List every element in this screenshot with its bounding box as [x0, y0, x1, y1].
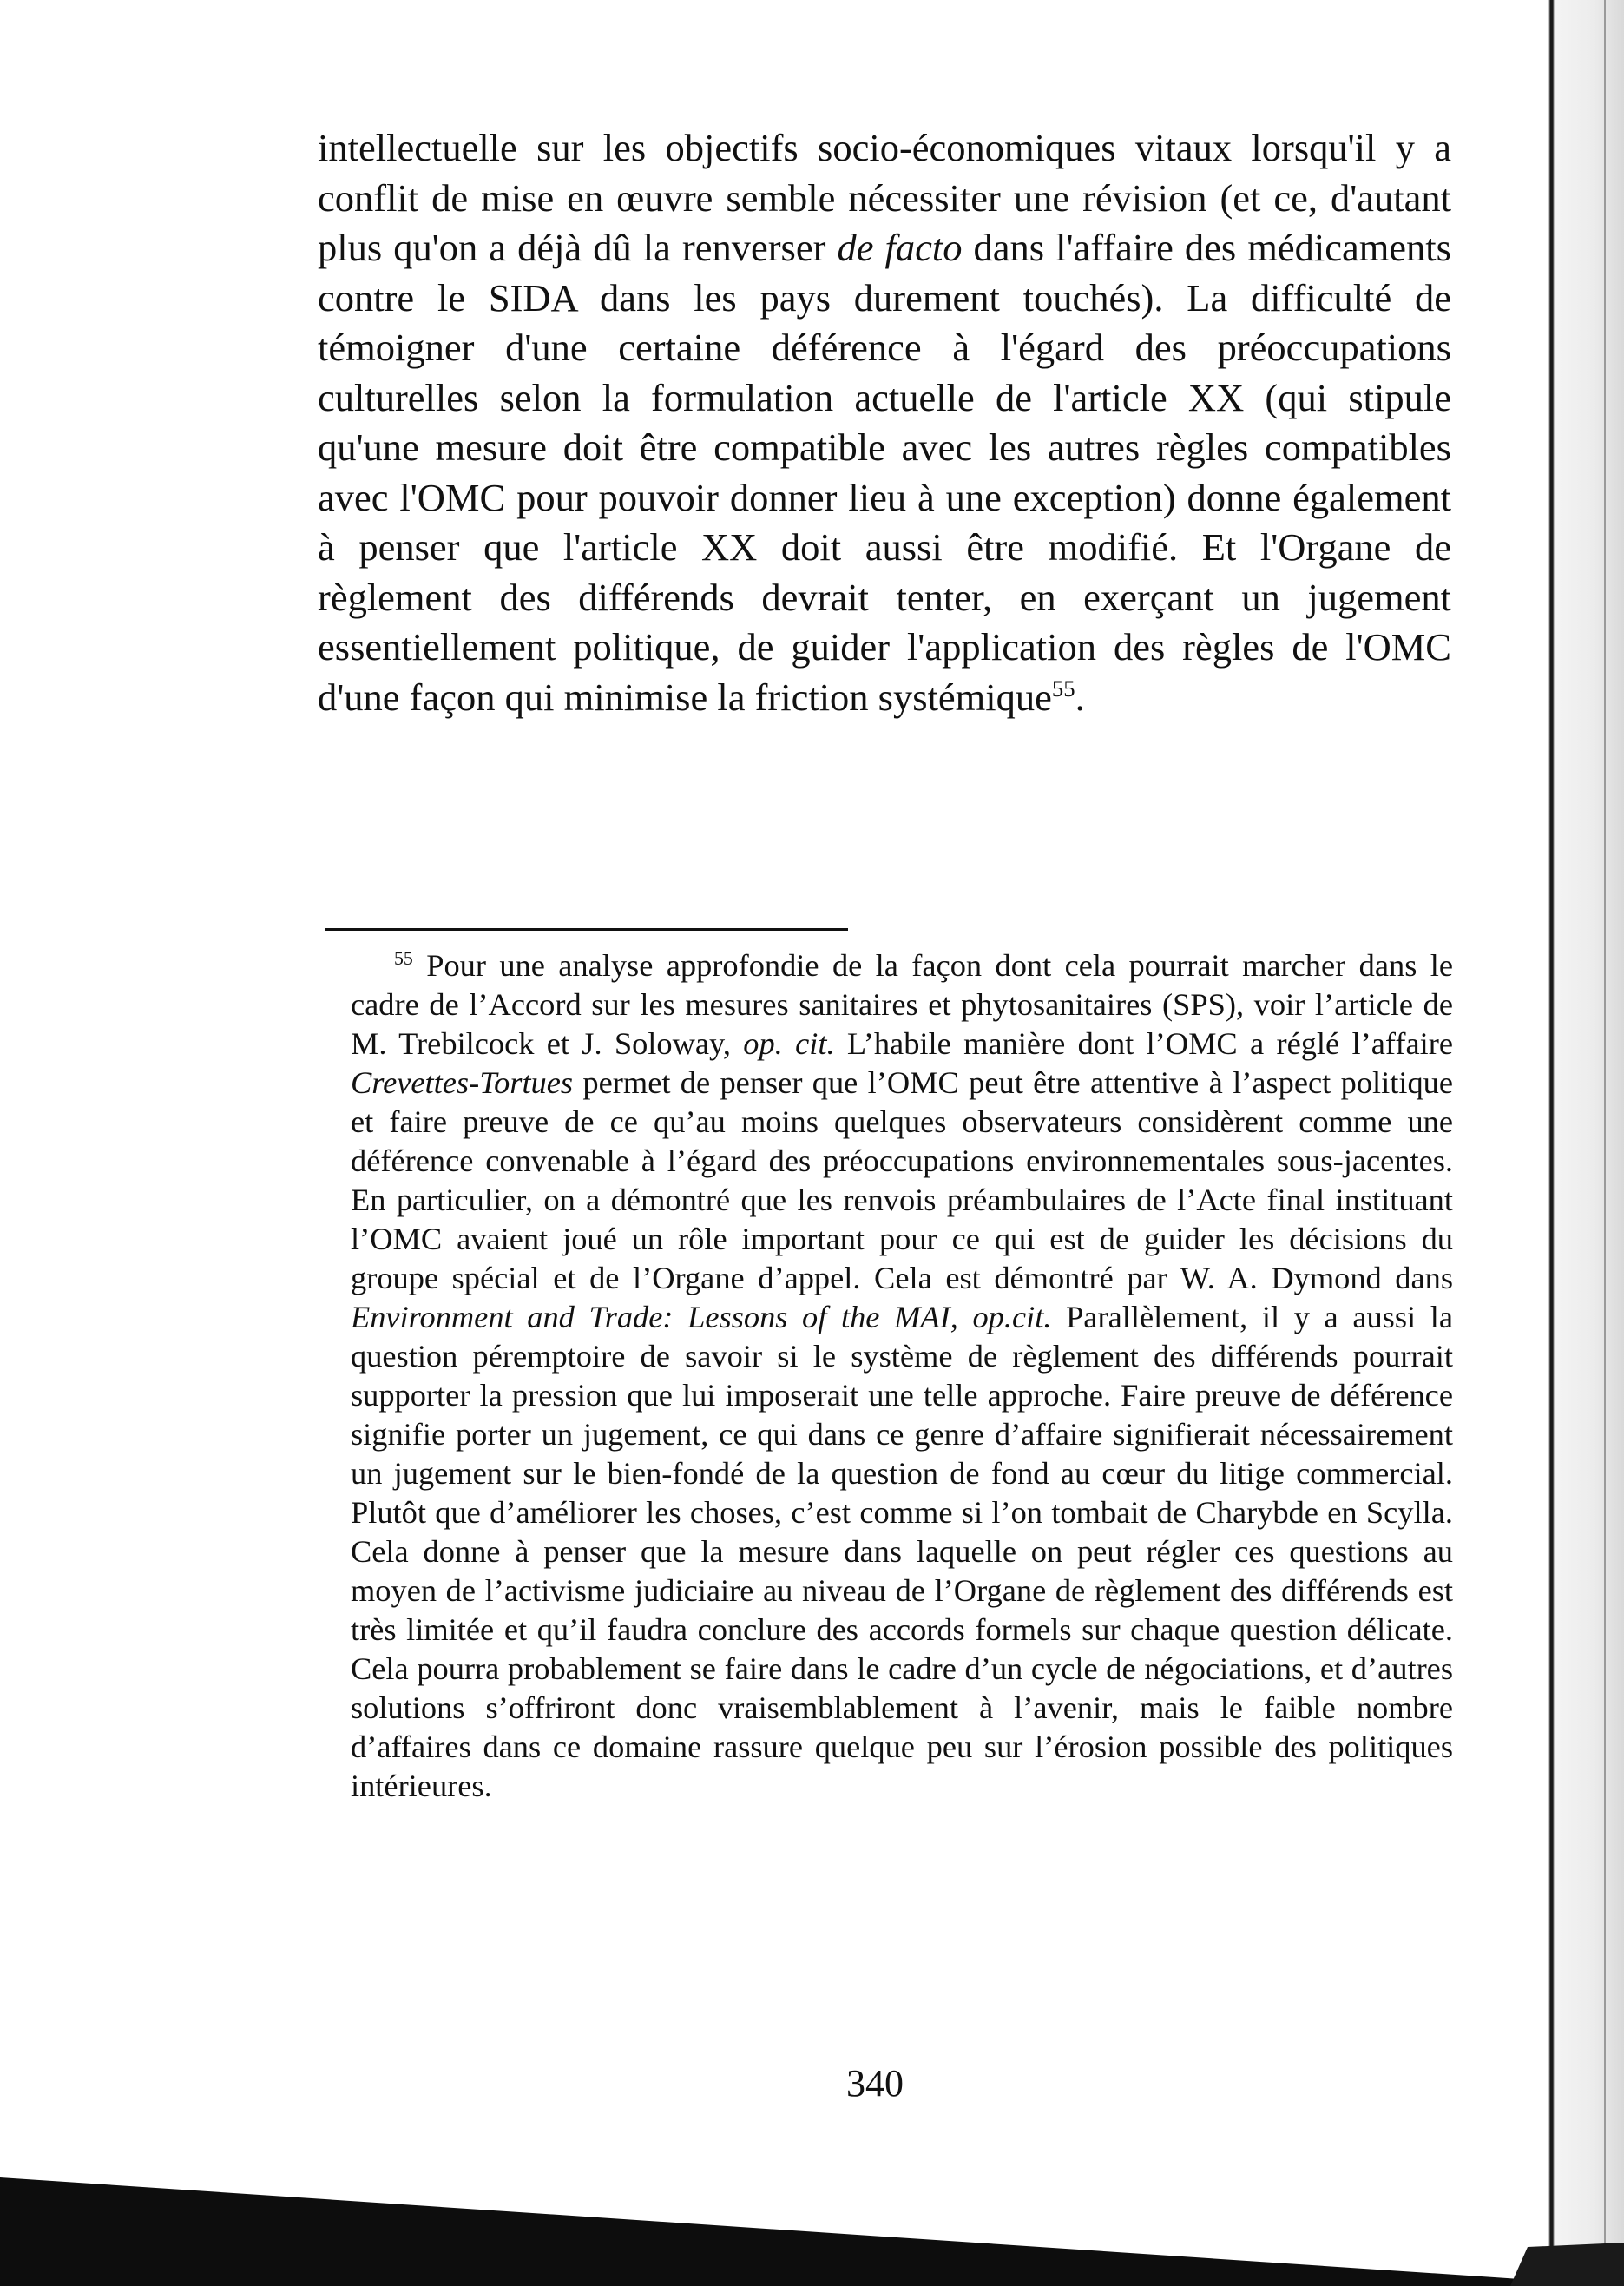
- page-number: 340: [846, 2062, 904, 2105]
- footnote-text-2: L’habile manière dont l’OMC a réglé l’affaire: [834, 1026, 1453, 1061]
- footnote-italic-1: op. cit.: [743, 1026, 835, 1061]
- main-paragraph-text-1: intellectuelle sur les objectifs socio-économiques vitaux lorsqu'il y a conflit de mise en œuvre semble nécessiter une révision (et ce, d'autant plus qu'on a déjà dû la renverser: [318, 126, 1451, 269]
- scan-bottom-shadow: [0, 2147, 1624, 2286]
- footnote-italic-2: Crevettes-Tortues: [351, 1065, 574, 1100]
- footnote-reference[interactable]: 55: [1051, 675, 1075, 702]
- scan-binding-line: [1604, 0, 1606, 2286]
- footnote-text-3: permet de penser que l’OMC peut être attentive à l’aspect politique et faire preuve de ce qu’au moins quelques observateurs considèrent comme une déférence convenable à l’égard des préoccupations environnementales sous-jacentes. En particulier, on a démontré que les renvois préambulaires de l’Acte final instituant l’OMC avaient joué un rôle important pour ce qui est de guider les décisions du groupe spécial et de l’Organe d’appel. Cela est démontré par W. A. Dymond dans: [351, 1065, 1453, 1295]
- main-paragraph-end: .: [1075, 675, 1085, 719]
- footnote-number: 55: [394, 947, 413, 969]
- main-paragraph-italic: de facto: [837, 226, 963, 269]
- footnote: [351, 946, 1453, 1806]
- footnote-italic-3: Environment and Trade: Lessons of the MAI, op.cit.: [351, 1300, 1052, 1334]
- footnote-separator: [325, 928, 848, 931]
- main-paragraph: [318, 123, 1451, 722]
- scan-page-edge: [1542, 0, 1624, 2286]
- footnote-text-1: Pour une analyse approfondie de la façon dont cela pourrait marcher dans le cadre de l’Accord sur les mesures sanitaires et phytosanitaires (SPS), voir l’article de M. Trebilcock et J. Soloway,: [351, 948, 1453, 1061]
- main-paragraph-text-2: dans l'affaire des médicaments contre le SIDA dans les pays durement touchés). La difficulté de témoigner d'une certaine déférence à l'égard des préoccupations culturelles selon la formulation actuelle de l'article XX (qui stipule qu'une mesure doit être compatible avec les autres règles compatibles avec l'OMC pour pouvoir donner lieu à une exception) donne également à penser que l'article XX doit aussi être modifié. Et l'Organe de règlement des différends devrait tenter, en exerçant un jugement essentiellement politique, de guider l'application des règles de l'OMC d'une façon qui minimise la friction systémique: [318, 226, 1451, 719]
- footnote-text-4: Parallèlement, il y a aussi la question péremptoire de savoir si le système de règlement des différends pourrait supporter la pression que lui imposerait une telle approche. Faire preuve de déférence signifie porter un jugement, ce qui dans ce genre d’affaire signifierait nécessairement un jugement sur le bien-fondé de la question de fond au cœur du litige commercial. Plutôt que d’améliorer les choses, c’est comme si l’on tombait de Charybde en Scylla. Cela donne à penser que la mesure dans laquelle on peut régler ces questions au moyen de l’activisme judiciaire au niveau de l’Organe de règlement des différends est très limitée et qu’il faudra conclure des accords formels sur chaque question délicate. Cela pourra probablement se faire dans le cadre d’un cycle de négociations, et d’autres solutions s’offriront donc vraisemblablement à l’avenir, mais le faible nombre d’affaires dans ce domaine rassure quelque peu sur l’érosion possible des politiques intérieures.: [351, 1300, 1453, 1803]
